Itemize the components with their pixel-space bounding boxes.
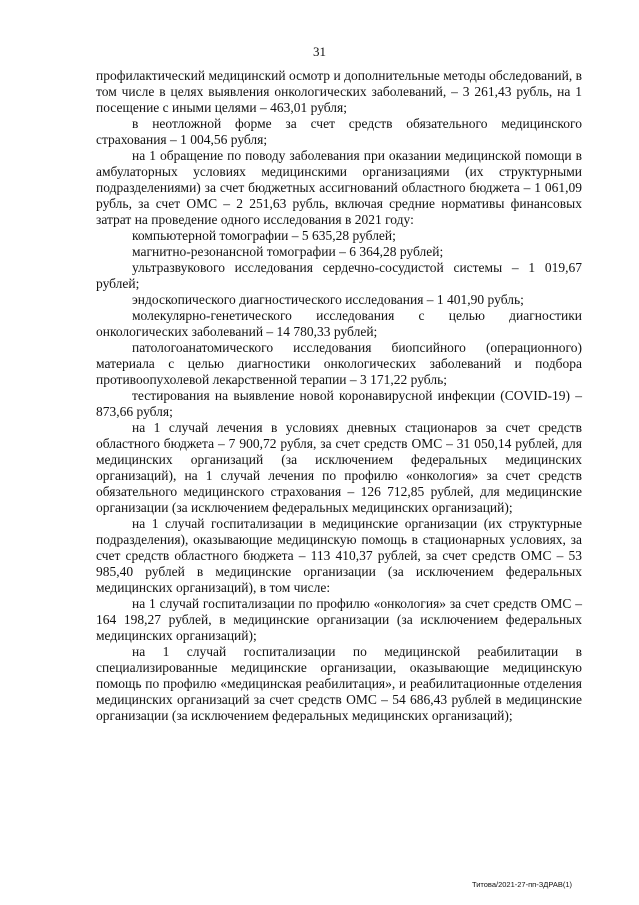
footer-code: Титова/2021-27-пп-ЗДРАВ(1) bbox=[471, 880, 572, 889]
paragraph: тестирования на выявление новой коронавирусной инфекции (COVID-19) – 873,66 рубля; bbox=[96, 388, 582, 419]
page-number: 31 bbox=[313, 44, 326, 59]
paragraph: на 1 случай госпитализации по профилю «онкология» за счет средств ОМС – 164 198,27 рублей, в медицинские организации (за исключением федеральных медицинских организаций); bbox=[96, 596, 582, 643]
paragraph: магнитно-резонансной томографии – 6 364,28 рублей; bbox=[132, 244, 444, 259]
paragraph: на 1 случай госпитализации в медицинские организации (их структурные подразделения), оказывающие медицинскую помощь в стационарных условиях, за счет средств областного бюджета – 113 410,37 рублей, за счет средств ОМС – 53 985,40 рублей в медицинские организации (за исключением федеральных медицинских организаций), в том числе: bbox=[96, 516, 582, 595]
paragraph: в неотложной форме за счет средств обязательного медицинского страхования – 1 004,56 рубля; bbox=[96, 116, 582, 147]
document-body bbox=[96, 68, 582, 724]
paragraph: эндоскопического диагностического исследования – 1 401,90 рубль; bbox=[132, 292, 524, 307]
paragraph: на 1 случай лечения в условиях дневных стационаров за счет средств областного бюджета – 7 900,72 рубля, за счет средств ОМС – 31 050,14 рублей, для медицинских организаций (за исключением федеральных медицинских организаций), на 1 случай лечения по профилю «онкология» за счет средств обязательного медицинского страхования – 126 712,85 рублей, для медицинские организации (за исключением федеральных медицинских организаций); bbox=[96, 420, 582, 515]
paragraph: компьютерной томографии – 5 635,28 рублей; bbox=[132, 228, 396, 243]
paragraph: на 1 обращение по поводу заболевания при оказании медицинской помощи в амбулаторных условиях медицинскими организациями (их структурными подразделениями) за счет бюджетных ассигнований областного бюджета – 1 061,09 рубль, за счет ОМС – 2 251,63 рубль, включая средние нормативы финансовых затрат на проведение одного исследования в 2021 году: bbox=[96, 148, 582, 227]
paragraph: на 1 случай госпитализации по медицинской реабилитации в специализированные медицинские организации, оказывающие медицинскую помощь по профилю «медицинская реабилитация», и реабилитационные отделения медицинских организаций за счет средств ОМС – 54 686,43 рублей в медицинские организации (за исключением федеральных медицинских организаций); bbox=[96, 644, 582, 723]
paragraph: молекулярно-генетического исследования с целью диагностики онкологических заболеваний – 14 780,33 рублей; bbox=[96, 308, 582, 339]
paragraph: ультразвукового исследования сердечно-сосудистой системы – 1 019,67 рублей; bbox=[96, 260, 582, 291]
paragraph: профилактический медицинский осмотр и дополнительные методы обследований, в том числе в целях выявления онкологических заболеваний, – 3 261,43 рубль, на 1 посещение с иными целями – 463,01 рубля; bbox=[96, 68, 582, 115]
paragraph: патологоанатомического исследования биопсийного (операционного) материала с целью диагностики онкологических заболеваний и подбора противоопухолевой лекарственной терапии – 3 171,22 рубль; bbox=[96, 340, 582, 387]
